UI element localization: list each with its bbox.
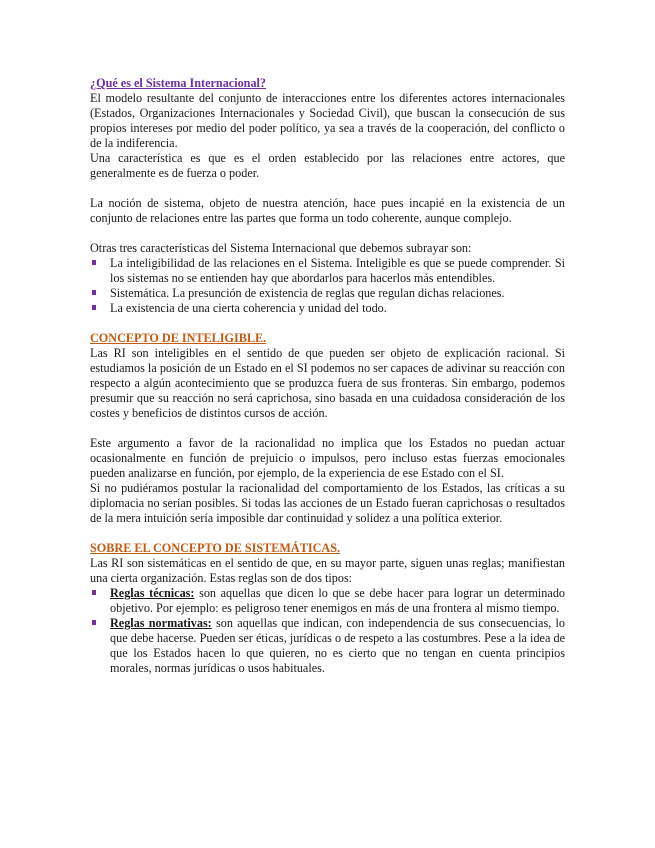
bullet-icon	[92, 290, 96, 295]
paragraph: Este argumento a favor de la racionalidad no implica que los Estados no puedan actuar ocasionalmente en función de prejuicio o impulsos, pero incluso estas fuerzas emocionales pueden analizarse en función, por ejemplo, de la experiencia de ese Estado con el SI.	[90, 436, 565, 480]
list-item: La existencia de una cierta coherencia y unidad del todo.	[90, 301, 565, 316]
paragraph: Si no pudiéramos postular la racionalidad del comportamiento de los Estados, las críticas a su diplomacia no serían posibles. Si todas las acciones de un Estado fueran caprichosas o resultados de la mera intuición sería imposible dar continuidad y solidez a una política exterior.	[90, 481, 565, 525]
term-label: Reglas técnicas:	[110, 586, 195, 600]
list-item: Reglas técnicas: son aquellas que dicen lo que se debe hacer para lograr un determinado objetivo. Por ejemplo: es peligroso tener enemigos en más de una frontera al mismo tiempo.	[90, 586, 565, 616]
paragraph: La noción de sistema, objeto de nuestra atención, hace pues incapié en la existencia de un conjunto de relaciones entre las partes que forma un todo coherente, aunque complejo.	[90, 196, 565, 225]
rules-list	[90, 586, 565, 676]
list-item: Reglas normativas: son aquellas que indican, con independencia de sus consecuencias, lo que debe hacerse. Pueden ser éticas, jurídicas o de respeto a las costumbres. Pese a la idea de que los Estados hacen lo que quieren, no es cierto que no tengan en cuenta principios morales, normas jurídicas o usos habituales.	[90, 616, 565, 676]
section-title-sistematicas: SOBRE EL CONCEPTO DE SISTEMÁTICAS.	[90, 541, 341, 555]
term-label: Reglas normativas:	[110, 616, 212, 630]
bullet-icon	[92, 305, 96, 310]
bullet-icon	[92, 260, 96, 265]
bullet-icon	[92, 620, 96, 625]
paragraph: Otras tres características del Sistema Internacional que debemos subrayar son:	[90, 241, 472, 255]
bullet-icon	[92, 590, 96, 595]
paragraph: Una característica es que es el orden establecido por las relaciones entre actores, que generalmente es de fuerza o poder.	[90, 151, 565, 180]
paragraph: El modelo resultante del conjunto de interacciones entre los diferentes actores internacionales (Estados, Organizaciones Internacionales y Sociedad Civil), que buscan la consecución de sus propios intereses por medio del poder político, ya sea a través de la cooperación, del conflicto o de la indiferencia.	[90, 91, 565, 150]
paragraph: Las RI son inteligibles en el sentido de que pueden ser objeto de explicación racional. Si estudiamos la posición de un Estado en el SI podemos no ser capaces de adivinar su reacción con respecto a algún acontecimiento que se produzca fuera de sus fronteras. Sin embargo, podemos presumir que su reacción no será caprichosa, sino basada en una cuidadosa consideración de los costes y beneficios de distintos cursos de acción.	[90, 346, 565, 420]
paragraph: Las RI son sistemáticas en el sentido de que, en su mayor parte, siguen unas reglas; manifiestan una cierta organización. Estas reglas son de dos tipos:	[90, 556, 565, 585]
section-title-inteligible: CONCEPTO DE INTELIGIBLE.	[90, 331, 267, 345]
list-item: Sistemática. La presunción de existencia de reglas que regulan dichas relaciones.	[90, 286, 565, 301]
section-title-sistema-internacional: ¿Qué es el Sistema Internacional?	[90, 76, 267, 90]
characteristics-list	[90, 256, 565, 316]
list-item: La inteligibilidad de las relaciones en el Sistema. Inteligible es que se puede comprender. Si los sistemas no se entienden hay que abordarlos para hacerlos más entendibles.	[90, 256, 565, 286]
